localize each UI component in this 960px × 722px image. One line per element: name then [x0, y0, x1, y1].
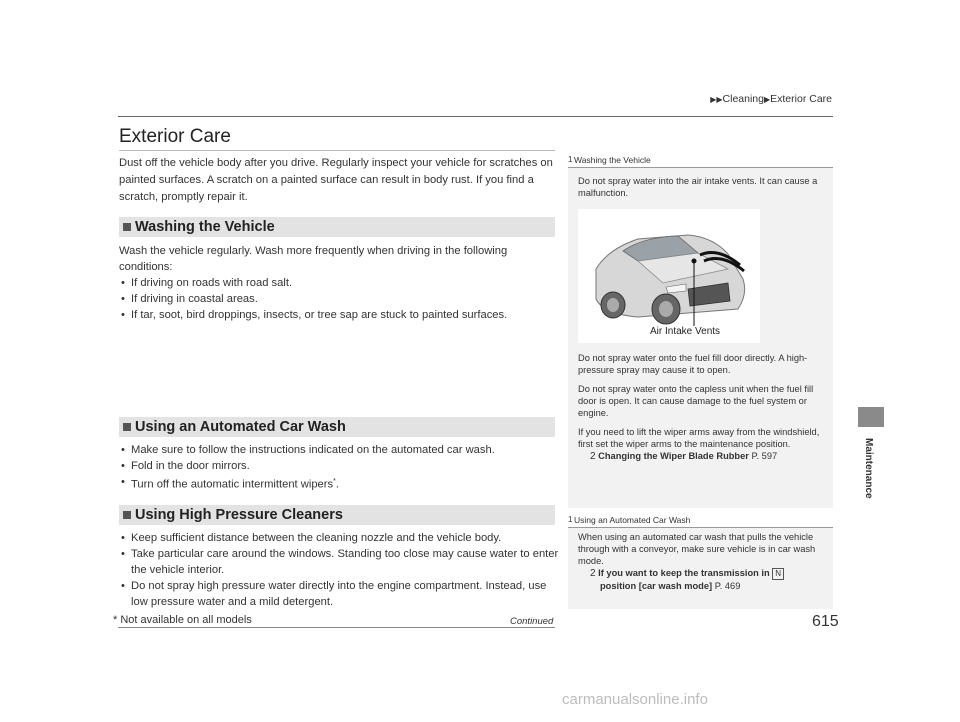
section-square-icon: [123, 223, 131, 231]
breadcrumb-arrow-icon: ▶▶: [710, 95, 723, 104]
highpressure-bullet-list: [119, 530, 559, 610]
list-item: • Turn off the automatic intermittent wipers*.: [119, 474, 559, 493]
note-paragraph: When using an automated car wash that pulls the vehicle through with a conveyor, make sure vehicle is in car wash mode.: [578, 532, 816, 566]
xref-title-cont: position [car wash mode]: [600, 581, 713, 591]
xref-arrow-icon: 2: [590, 451, 596, 462]
xref-title: Changing the Wiper Blade Rubber: [598, 451, 749, 461]
footer-divider: [118, 627, 555, 628]
section-square-icon: [123, 511, 131, 519]
continued-label: Continued: [510, 616, 554, 627]
note-title: Using an Automated Car Wash: [574, 515, 691, 525]
xref-arrow-icon: 2: [590, 568, 596, 579]
highpressure-content: [119, 530, 559, 610]
list-item: • If driving in coastal areas.: [119, 291, 559, 307]
note-paragraph: Do not spray water onto the fuel fill door directly. A high-pressure spray may cause it to open.: [578, 353, 808, 375]
washing-content: [119, 243, 559, 323]
note-body: [578, 531, 826, 592]
breadcrumb-arrow-icon: ▶: [763, 95, 771, 104]
note-body: [578, 175, 826, 206]
image-callout-label: Air Intake Vents: [650, 326, 721, 337]
section-header-highpressure: [119, 505, 555, 525]
breadcrumb-item-exterior-care[interactable]: Exterior Care: [770, 93, 832, 105]
header-divider: [118, 116, 833, 117]
section-title: Using High Pressure Cleaners: [135, 507, 343, 523]
washing-bullet-list: [119, 275, 559, 323]
automated-content: [119, 442, 559, 493]
section-square-icon: [123, 423, 131, 431]
list-item: • Keep sufficient distance between the cleaning nozzle and the vehicle body.: [119, 530, 559, 546]
washing-lead: Wash the vehicle regularly. Wash more frequently when driving in the following conditions:: [119, 245, 508, 273]
intro-paragraph: Dust off the vehicle body after you drive. Regularly inspect your vehicle for scratches on painted surfaces. A scratch on a painted surface can result in body rust. If you find a scratch, promptly repair it.: [119, 157, 553, 203]
title-divider: [119, 150, 555, 151]
note-title: Washing the Vehicle: [574, 155, 651, 165]
list-item: • Make sure to follow the instructions indicated on the automated car wash.: [119, 442, 559, 458]
note-marker: 1: [568, 155, 573, 164]
xref-title: If you want to keep the transmission in: [598, 568, 770, 578]
section-title: Using an Automated Car Wash: [135, 419, 346, 435]
section-header-automated: [119, 417, 555, 437]
list-item: • Take particular care around the windows. Standing too close may cause water to enter the vehicle interior.: [119, 546, 559, 578]
section-title: Washing the Vehicle: [135, 219, 275, 235]
gear-n-icon: N: [772, 568, 784, 580]
note-paragraph: Do not spray water into the air intake vents. It can cause a malfunction.: [578, 176, 818, 198]
note-header: [568, 155, 833, 168]
xref-link-wiper[interactable]: [578, 450, 826, 463]
note-header: [568, 515, 833, 528]
note-paragraph: If you need to lift the wiper arms away from the windshield, first set the wiper arms to the maintenance position.: [578, 427, 820, 449]
page-number: 615: [812, 613, 839, 630]
breadcrumb-item-cleaning[interactable]: Cleaning: [722, 93, 764, 105]
footnote-marker: *: [333, 478, 336, 485]
car-image: [578, 209, 760, 343]
note-paragraph: Do not spray water onto the capless unit when the fuel fill door is open. It can cause damage to the fuel system or engine.: [578, 384, 814, 418]
note-automated: [568, 515, 833, 609]
automated-bullet-list: [119, 442, 559, 493]
note-body-lower: [578, 352, 826, 463]
xref-page: P. 597: [751, 451, 778, 461]
footnote: * Not available on all models: [113, 614, 252, 626]
xref-link-car-wash-mode[interactable]: [578, 567, 826, 592]
page-title: Exterior Care: [119, 126, 231, 147]
breadcrumb: [710, 93, 832, 105]
section-header-washing: [119, 217, 555, 237]
list-item: • Do not spray high pressure water directly into the engine compartment. Instead, use low pressure water and a mild detergent.: [119, 578, 559, 610]
chapter-label-text: Maintenance: [863, 438, 874, 499]
list-item: • If tar, soot, bird droppings, insects, or tree sap are stuck to painted surfaces.: [119, 307, 559, 323]
list-item-text: Turn off the automatic intermittent wipers: [131, 478, 334, 491]
chapter-tab[interactable]: [858, 407, 884, 427]
car-illustration: [578, 209, 760, 343]
xref-page: P. 469: [714, 581, 741, 591]
note-marker: 1: [568, 515, 573, 524]
chapter-label: [862, 438, 876, 498]
list-item: • If driving on roads with road salt.: [119, 275, 559, 291]
watermark: carmanualsonline.info: [562, 691, 708, 708]
list-item: • Fold in the door mirrors.: [119, 458, 559, 474]
